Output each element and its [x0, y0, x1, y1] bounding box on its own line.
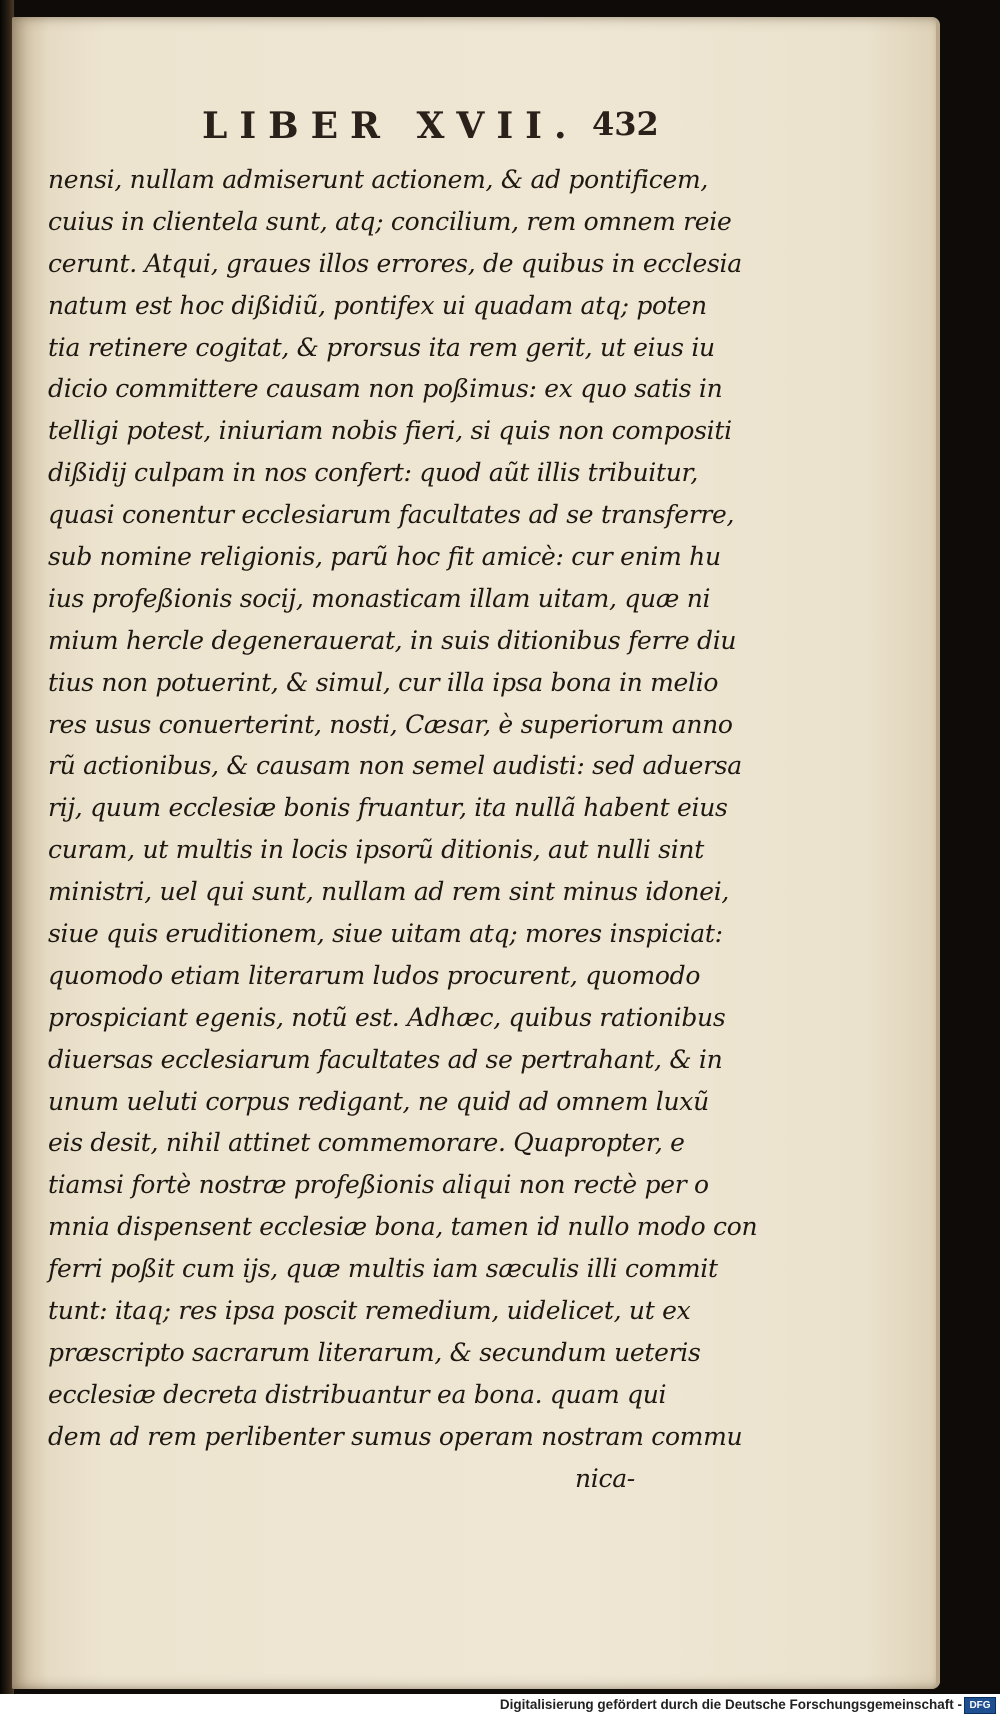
text-line: cerunt. Atqui, graues illos errores, de quibus in ecclesia — [48, 248, 742, 278]
text-line: unum ueluti corpus redigant, ne quid ad omnem luxũ — [48, 1086, 709, 1116]
text-line: natum est hoc dißidiũ, pontifex ui quadam atq; poten — [48, 290, 707, 320]
text-line: diuersas ecclesiarum facultates ad se pertrahant, & in — [48, 1044, 723, 1074]
dfg-logo — [964, 1697, 996, 1714]
text-line: mium hercle degenerauerat, in suis ditionibus ferre diu — [48, 625, 737, 655]
text-line: ferri poßit cum ijs, quæ multis iam sæculis illi commit — [48, 1254, 718, 1284]
text-line: dicio committere causam non poßimus: ex quo satis in — [48, 374, 723, 404]
page-number: 432 — [592, 105, 659, 143]
text-line: ministri, uel qui sunt, nullam ad rem sint minus idonei, — [48, 877, 730, 907]
text-line: dißidij culpam in nos confert: quod aũt illis tribuitur, — [48, 458, 699, 488]
text-line: ius profeßionis socij, monasticam illam uitam, quæ ni — [48, 583, 711, 613]
text-line: siue quis eruditionem, siue uitam atq; mores inspiciat: — [48, 919, 723, 949]
text-line: ecclesiæ decreta distribuantur ea bona. quam qui — [48, 1379, 667, 1409]
text-line: tunt: itaq; res ipsa poscit remedium, uidelicet, ut ex — [48, 1296, 691, 1326]
text-line: eis desit, nihil attinet commemorare. Quapropter, e — [48, 1128, 685, 1158]
text-line: sub nomine religionis, parũ hoc fit amicè: cur enim hu — [48, 542, 721, 572]
text-line: tius non potuerint, & simul, cur illa ipsa bona in melio — [48, 667, 719, 697]
running-head: LIBER XVII. — [202, 105, 579, 147]
text-line: quasi conentur ecclesiarum facultates ad se transferre, — [48, 500, 735, 530]
text-line: tia retinere cogitat, & prorsus ita rem gerit, ut eius iu — [48, 332, 715, 362]
catchword: nica- — [575, 1463, 635, 1493]
text-line: dem ad rem perlibenter sumus operam nostram commu — [48, 1421, 743, 1451]
page-header — [202, 105, 662, 153]
funding-credit: Digitalisierung gefördert durch die Deutsche Forschungsgemeinschaft - — [499, 1697, 962, 1712]
text-line: curam, ut multis in locis ipsorũ ditionis, aut nulli sint — [48, 835, 704, 865]
digitization-footer — [0, 1694, 1000, 1718]
text-line: præscripto sacrarum literarum, & secundum ueteris — [48, 1337, 701, 1367]
book-page — [12, 17, 940, 1689]
dfg-logo-text: DFG — [969, 1700, 991, 1711]
text-line: res usus conuerterint, nosti, Cæsar, è superiorum anno — [48, 709, 733, 739]
text-line: rij, quum ecclesiæ bonis fruantur, ita nullã habent eius — [48, 793, 728, 823]
text-line: telligi potest, iniuriam nobis fieri, si quis non compositi — [48, 416, 732, 446]
page-fore-edge — [936, 22, 940, 1686]
text-line: tiamsi fortè nostræ profeßionis aliqui non rectè per o — [48, 1170, 709, 1200]
text-line: prospiciant egenis, notũ est. Adhæc, quibus rationibus — [48, 1002, 726, 1032]
text-line: cuius in clientela sunt, atq; concilium, rem omnem reie — [48, 206, 732, 236]
text-line: nensi, nullam admiserunt actionem, & ad pontificem, — [48, 165, 708, 194]
text-line: quomodo etiam literarum ludos procurent, quomodo — [48, 960, 701, 990]
text-line: mnia dispensent ecclesiæ bona, tamen id nullo modo con — [48, 1212, 758, 1242]
body-text — [48, 159, 758, 1500]
text-line: rũ actionibus, & causam non semel audisti: sed aduersa — [48, 751, 742, 781]
